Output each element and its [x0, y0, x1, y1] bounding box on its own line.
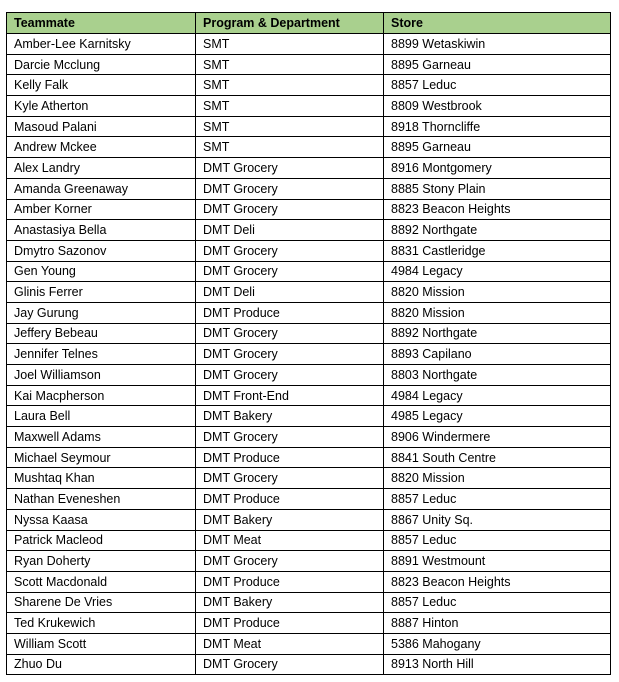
store-cell: 8899 Wetaskiwin	[384, 34, 611, 55]
teammate-cell: Amanda Greenaway	[7, 178, 196, 199]
program-department-cell: DMT Produce	[196, 447, 384, 468]
program-department-cell: DMT Grocery	[196, 654, 384, 675]
teammate-cell: Kyle Atherton	[7, 96, 196, 117]
program-department-cell: DMT Deli	[196, 220, 384, 241]
table-row	[7, 613, 611, 634]
table-row	[7, 220, 611, 241]
store-cell: 8803 Northgate	[384, 365, 611, 386]
program-department-cell: DMT Grocery	[196, 468, 384, 489]
table-row	[7, 240, 611, 261]
store-cell: 8820 Mission	[384, 468, 611, 489]
teammate-cell: Anastasiya Bella	[7, 220, 196, 241]
teammate-cell: Mushtaq Khan	[7, 468, 196, 489]
store-cell: 8823 Beacon Heights	[384, 571, 611, 592]
teammate-cell: Patrick Macleod	[7, 530, 196, 551]
table-row	[7, 551, 611, 572]
teammate-cell: Sharene De Vries	[7, 592, 196, 613]
table-body	[7, 34, 611, 675]
store-cell: 8841 South Centre	[384, 447, 611, 468]
program-department-cell: DMT Produce	[196, 571, 384, 592]
store-cell: 8820 Mission	[384, 282, 611, 303]
column-header-teammate: Teammate	[7, 13, 196, 34]
teammate-cell: Nyssa Kaasa	[7, 509, 196, 530]
program-department-cell: DMT Grocery	[196, 551, 384, 572]
teammate-cell: Ryan Doherty	[7, 551, 196, 572]
store-cell: 8857 Leduc	[384, 489, 611, 510]
table-row	[7, 282, 611, 303]
teammate-cell: Gen Young	[7, 261, 196, 282]
teammate-cell: Zhuo Du	[7, 654, 196, 675]
table-row	[7, 468, 611, 489]
teammate-cell: Kelly Falk	[7, 75, 196, 96]
table-row	[7, 592, 611, 613]
store-cell: 8887 Hinton	[384, 613, 611, 634]
table-header	[7, 13, 611, 34]
teammate-cell: Amber-Lee Karnitsky	[7, 34, 196, 55]
teammate-cell: William Scott	[7, 633, 196, 654]
program-department-cell: DMT Grocery	[196, 365, 384, 386]
store-cell: 8892 Northgate	[384, 323, 611, 344]
table-row	[7, 302, 611, 323]
table-row	[7, 509, 611, 530]
teammate-cell: Glinis Ferrer	[7, 282, 196, 303]
program-department-cell: SMT	[196, 116, 384, 137]
table-row	[7, 406, 611, 427]
store-cell: 8916 Montgomery	[384, 158, 611, 179]
teammate-cell: Nathan Eveneshen	[7, 489, 196, 510]
header-row	[7, 13, 611, 34]
column-header-store: Store	[384, 13, 611, 34]
store-cell: 8823 Beacon Heights	[384, 199, 611, 220]
store-cell: 8918 Thorncliffe	[384, 116, 611, 137]
teammate-cell: Alex Landry	[7, 158, 196, 179]
program-department-cell: DMT Meat	[196, 633, 384, 654]
store-cell: 8867 Unity Sq.	[384, 509, 611, 530]
table-row	[7, 158, 611, 179]
table-row	[7, 447, 611, 468]
program-department-cell: DMT Bakery	[196, 509, 384, 530]
program-department-cell: SMT	[196, 54, 384, 75]
table-row	[7, 489, 611, 510]
store-cell: 4985 Legacy	[384, 406, 611, 427]
table-row	[7, 178, 611, 199]
store-cell: 8891 Westmount	[384, 551, 611, 572]
program-department-cell: SMT	[196, 34, 384, 55]
program-department-cell: DMT Produce	[196, 613, 384, 634]
program-department-cell: DMT Front-End	[196, 385, 384, 406]
table-row	[7, 365, 611, 386]
table-row	[7, 344, 611, 365]
program-department-cell: DMT Bakery	[196, 592, 384, 613]
teammate-cell: Masoud Palani	[7, 116, 196, 137]
teammate-cell: Laura Bell	[7, 406, 196, 427]
program-department-cell: SMT	[196, 137, 384, 158]
teammate-cell: Jennifer Telnes	[7, 344, 196, 365]
program-department-cell: DMT Meat	[196, 530, 384, 551]
teammate-cell: Michael Seymour	[7, 447, 196, 468]
table-row	[7, 385, 611, 406]
program-department-cell: DMT Grocery	[196, 158, 384, 179]
store-cell: 8857 Leduc	[384, 592, 611, 613]
store-cell: 8906 Windermere	[384, 427, 611, 448]
store-cell: 4984 Legacy	[384, 385, 611, 406]
program-department-cell: DMT Grocery	[196, 344, 384, 365]
teammate-cell: Scott Macdonald	[7, 571, 196, 592]
store-cell: 8809 Westbrook	[384, 96, 611, 117]
teammate-cell: Andrew Mckee	[7, 137, 196, 158]
store-cell: 8857 Leduc	[384, 530, 611, 551]
teammate-cell: Amber Korner	[7, 199, 196, 220]
program-department-cell: DMT Produce	[196, 489, 384, 510]
teammate-cell: Darcie Mcclung	[7, 54, 196, 75]
teammate-cell: Jeffery Bebeau	[7, 323, 196, 344]
program-department-cell: DMT Grocery	[196, 427, 384, 448]
table-row	[7, 34, 611, 55]
program-department-cell: DMT Grocery	[196, 323, 384, 344]
program-department-cell: DMT Grocery	[196, 240, 384, 261]
program-department-cell: DMT Grocery	[196, 178, 384, 199]
table-row	[7, 54, 611, 75]
store-cell: 8857 Leduc	[384, 75, 611, 96]
table-row	[7, 116, 611, 137]
store-cell: 8892 Northgate	[384, 220, 611, 241]
store-cell: 8913 North Hill	[384, 654, 611, 675]
table-row	[7, 323, 611, 344]
table-row	[7, 571, 611, 592]
store-cell: 8893 Capilano	[384, 344, 611, 365]
table-row	[7, 261, 611, 282]
store-cell: 8820 Mission	[384, 302, 611, 323]
teammate-cell: Joel Williamson	[7, 365, 196, 386]
store-cell: 8895 Garneau	[384, 137, 611, 158]
program-department-cell: DMT Produce	[196, 302, 384, 323]
store-cell: 8895 Garneau	[384, 54, 611, 75]
table-row	[7, 96, 611, 117]
teammate-roster-table	[6, 12, 611, 675]
store-cell: 8885 Stony Plain	[384, 178, 611, 199]
table-row	[7, 199, 611, 220]
table-row	[7, 427, 611, 448]
program-department-cell: DMT Grocery	[196, 261, 384, 282]
program-department-cell: DMT Bakery	[196, 406, 384, 427]
table-row	[7, 75, 611, 96]
program-department-cell: SMT	[196, 96, 384, 117]
table-row	[7, 633, 611, 654]
table-row	[7, 654, 611, 675]
program-department-cell: SMT	[196, 75, 384, 96]
teammate-cell: Jay Gurung	[7, 302, 196, 323]
program-department-cell: DMT Deli	[196, 282, 384, 303]
table-row	[7, 137, 611, 158]
column-header-program-department: Program & Department	[196, 13, 384, 34]
table-row	[7, 530, 611, 551]
store-cell: 8831 Castleridge	[384, 240, 611, 261]
store-cell: 5386 Mahogany	[384, 633, 611, 654]
program-department-cell: DMT Grocery	[196, 199, 384, 220]
teammate-cell: Ted Krukewich	[7, 613, 196, 634]
teammate-cell: Kai Macpherson	[7, 385, 196, 406]
store-cell: 4984 Legacy	[384, 261, 611, 282]
teammate-cell: Maxwell Adams	[7, 427, 196, 448]
teammate-cell: Dmytro Sazonov	[7, 240, 196, 261]
